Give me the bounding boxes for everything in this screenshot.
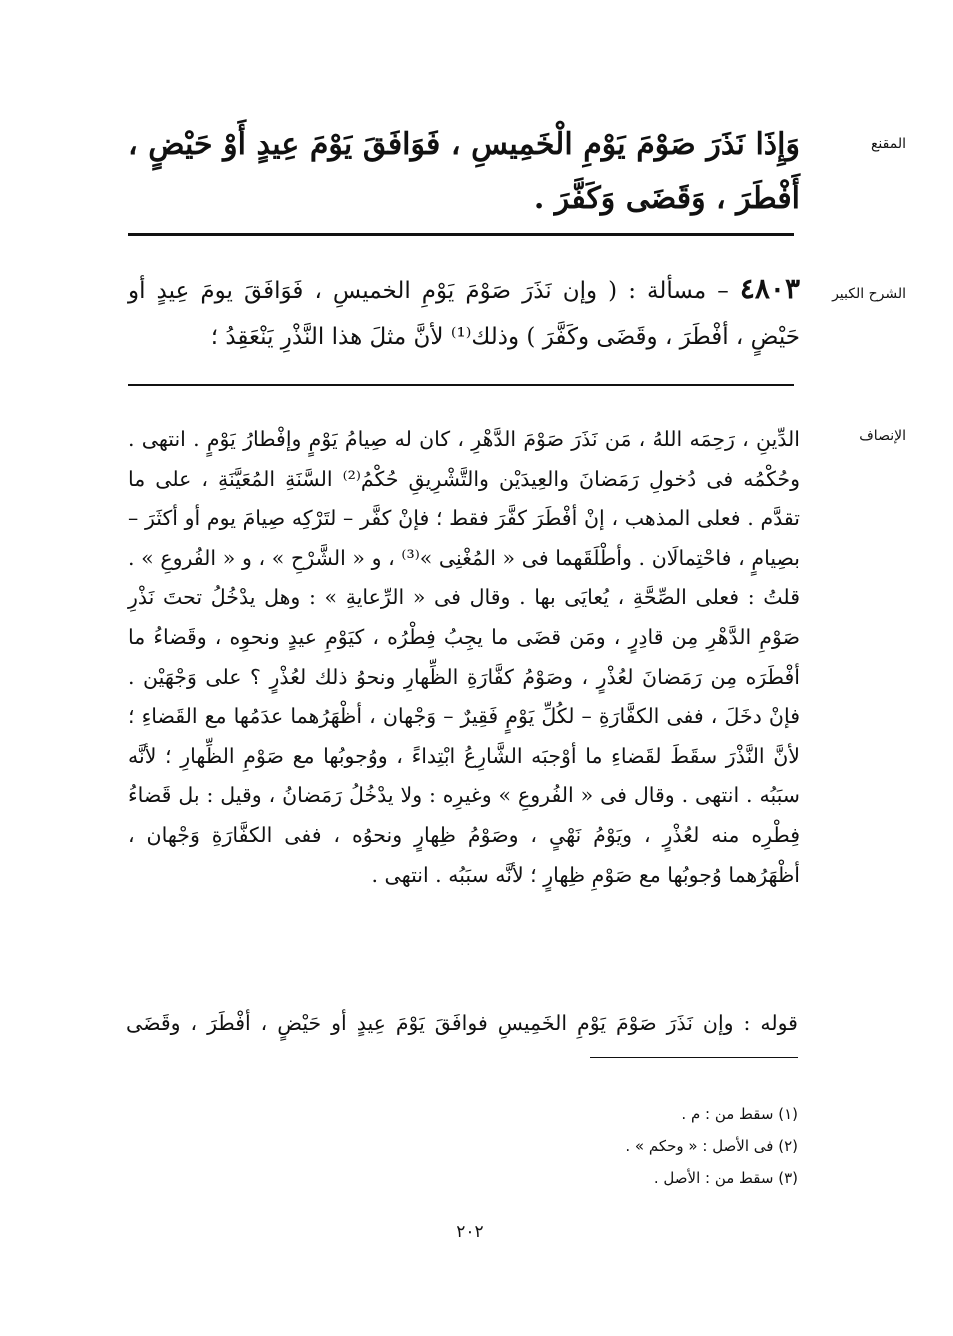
qawluh-line: قوله : وإن نَذَرَ صَوْمَ يَوْمِ الخَمِيسِ فوافَقَ يَوْمَ عِيدٍ أو حَيْضٍ ، أفْطَرَ ، وقَضَى <box>126 1011 798 1035</box>
section-divider-thin <box>128 384 794 386</box>
page-number: ٢٠٢ <box>456 1222 484 1242</box>
sharh-section <box>126 266 906 376</box>
muqni-text: وَإِذَا نَذَرَ صَوْمَ يَوْمِ الْخَمِيسِ ، فَوَافَقَ يَوْمَ عِيدٍ أَوْ حَيْضٍ ، أَفْطَرَ ، وَقَضَى وَكَفَّرَ . <box>128 127 800 216</box>
footnote-3: (٣) سقط من : الأصل . <box>653 1169 798 1187</box>
sharh-body: – مسألة : ( وإن نَذَرَ صَوْمَ يَوْمِ الخميسِ ، فَوَافَقَ يومَ عِيدٍ أو حَيْضٍ ، أفْطَرَ ، وقَضَى وكَفَّرَ ) وذلك⁽¹⁾ لأنَّ مثلَ هذا النَّذْرِ يَنْعَقِدُ ؛ <box>128 278 800 350</box>
sharh-text <box>128 266 800 360</box>
footnote-1: (١) سقط من : م . <box>681 1105 798 1123</box>
insaf-text: الدِّينِ ، رَحِمَه اللهُ ، مَن نَذَرَ صَوْمَ الدَّهْرِ ، كان له صِيامُ يَوْمٍ وإفْطارُ يَوْمٍ . انتهى . وحُكْمُه فى دُخولِ رَمَضانَ والعِيدَيْن والتَّشْرِيقِ حُكْمُ⁽²⁾ السَّنَةِ المُعَيَّنَةِ ، على ما تقدَّم . فعلى المذهب ، إنْ أفْطَرَ كفَّرَ فقط ؛ فإنْ كفَّر – لتَرْكِه صِيامَ يوم أو أكثَرَ – بصِيامٍ ، فاحْتِمالَان . وأطْلَقَهما فى « المُغْنِى »⁽³⁾ ، و « الشَّرْحِ » ، و « الفُروعِ » . قلتُ : فعلى الصِّحَّةِ ، يُعايَى بها . وقال فى « الرِّعايةِ » : وهل يدْخُلُ تحتَ نَذْرِ صَوْمِ الدَّهْرِ مِن قادِرٍ ، ومَن قضَى ما يجِبُ فِطْرُه ، كيَوْمِ عيدٍ ونحوِه ، وقَضاءُ ما أفْطَرَه مِن رَمَضانَ لعُذْرٍ ، وصَوْمُ كفَّارَةِ الظِّهارِ ونحوُ ذلك لعُذْرٍ ؟ على وَجْهَيْن . فإنْ دخَلَ ، ففى الكفَّارَةِ – لكُلِّ يَوْمٍ فَقِيرٌ – وَجْهان ، أظْهَرُهما عدَمُها مع القَضاءِ ؛ لأنَّ النَّذْرَ سقَطَ لقَضاءِ ما أوْجبَه الشَّارِعُ ابْتِداءً ، ووُجوبُها مع صَوْمِ الظِّهارِ ؛ لأنَّه سبَبُه . انتهى . وقال فى « الفُروعِ » وغيرِه : ولا يدْخُلُ رَمَضانُ ، وقيل : بل قَضاءُ فِطْرِه منه لعُذْرٍ ، ويَوْمُ نَهْىٍ ، وصَوْمُ ظِهارٍ ونحوُه ، ففى الكفَّارَةِ وَجْهان ، أظْهَرُهما وُجوبُها مع صَوْمِ ظِهارٍ ؛ لأنَّه سبَبُه . انتهى . <box>128 427 800 887</box>
footnote-2: (٢) فى الأصل : « وحكم » . <box>625 1137 798 1155</box>
footnote-divider <box>590 1057 798 1058</box>
muqni-label: المقنع <box>870 136 906 152</box>
section-divider-thick <box>128 233 794 236</box>
issue-number: ٤٨٠٣ <box>739 272 800 305</box>
sharh-label: الشرح الكبير <box>832 286 906 302</box>
footnotes <box>426 1098 798 1194</box>
insaf-label: الإنصاف <box>859 428 906 444</box>
muqni-section <box>126 118 906 228</box>
insaf-section <box>126 420 906 980</box>
